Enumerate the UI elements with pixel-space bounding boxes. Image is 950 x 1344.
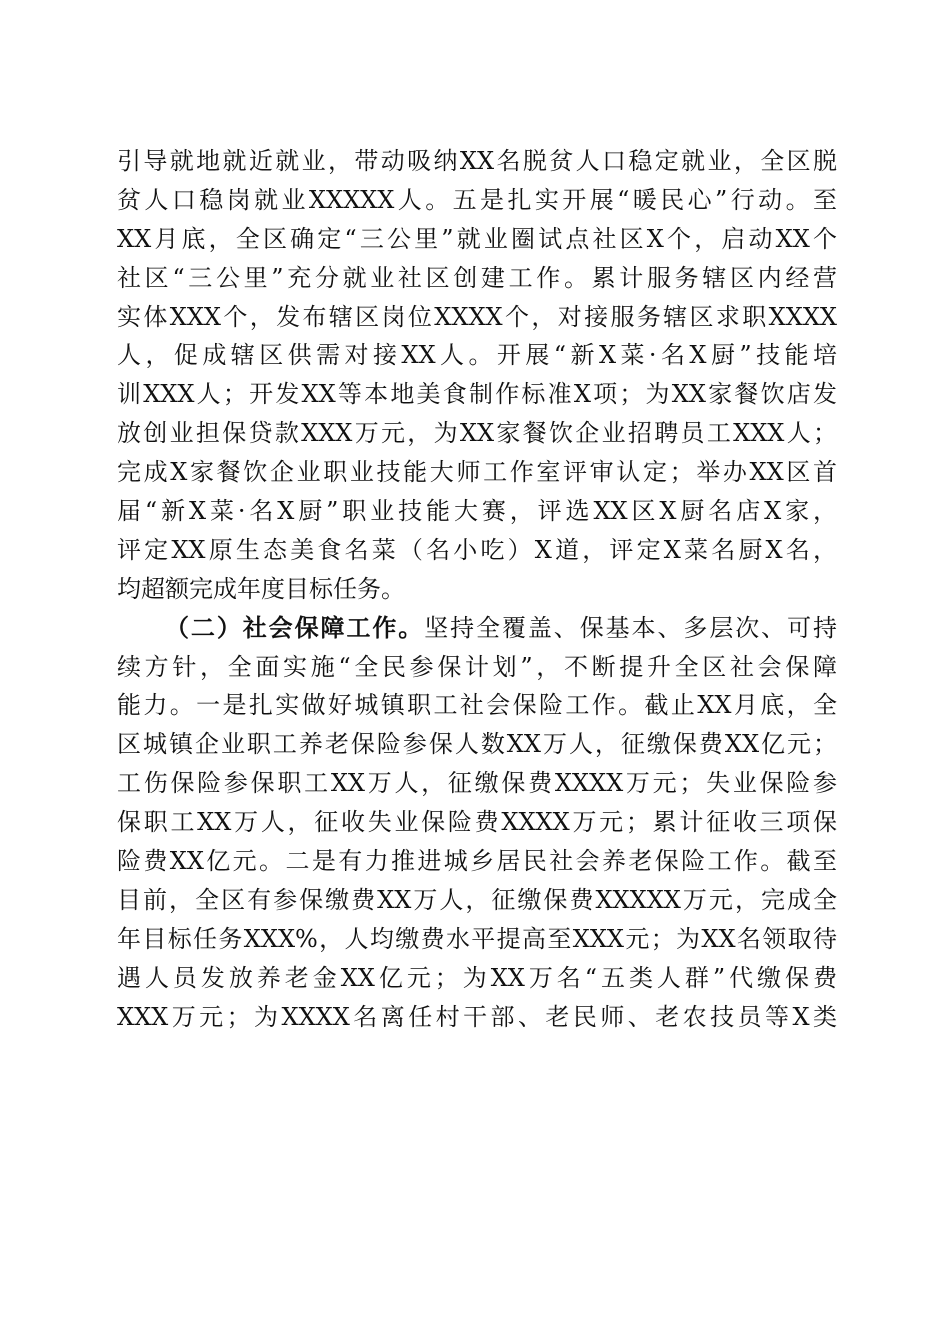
text-line: 目前，全区有参保缴费XX万人，征缴保费XXXXX万元，完成全 — [117, 885, 837, 914]
text-line: 工伤保险参保职工XX万人，征缴保费XXXX万元；失业保险参 — [117, 769, 837, 798]
section-heading-rest: 坚持全覆盖、保基本、多层次、可持 — [424, 613, 838, 642]
body-text — [117, 142, 837, 1036]
text-line: 引导就地就近就业，带动吸纳XX名脱贫人口稳定就业，全区脱 — [117, 147, 837, 175]
text-line: 续方针，全面实施“全民参保计划”，不断提升全区社会保障 — [117, 652, 837, 681]
text-line: 实体XXX个，发布辖区岗位XXXX个，对接服务辖区求职XXXX — [117, 302, 837, 331]
text-line: 遇人员发放养老金XX亿元；为XX万名“五类人群”代缴保费 — [117, 963, 837, 992]
text-line: 年目标任务XXX%，人均缴费水平提高至XXX元；为XX名领取待 — [117, 924, 837, 953]
text-line: 能力。一是扎实做好城镇职工社会保险工作。截止XX月底，全 — [117, 691, 837, 720]
text-line: 区城镇企业职工养老保险参保人数XX万人，征缴保费XX亿元； — [117, 730, 837, 759]
text-line: 均超额完成年度目标任务。 — [117, 574, 405, 603]
text-line: 贫人口稳岗就业XXXXX人。五是扎实开展“暖民心”行动。至 — [117, 185, 837, 214]
text-line: 完成X家餐饮企业职业技能大师工作室评审认定；举办XX区首 — [117, 458, 837, 487]
text-line: 社区“三公里”充分就业社区创建工作。累计服务辖区内经营 — [117, 263, 837, 292]
text-line: 险费XX亿元。二是有力推进城乡居民社会养老保险工作。截至 — [117, 847, 837, 876]
text-line: XX月底，全区确定“三公里”就业圈试点社区X个，启动XX个 — [117, 224, 837, 253]
text-line: 保职工XX万人，征收失业保险费XXXX万元；累计征收三项保 — [117, 808, 837, 837]
text-line: 届“新X菜·名X厨”职业技能大赛，评选XX区X厨名店X家， — [117, 497, 837, 526]
section-heading: （二）社会保障工作。 — [165, 613, 425, 642]
section-heading-line — [117, 609, 837, 648]
text-line: XXX万元；为XXXX名离任村干部、老民师、老农技员等X类 — [117, 1002, 837, 1031]
text-line: 人，促成辖区供需对接XX人。开展“新X菜·名X厨”技能培 — [117, 341, 837, 370]
text-line: 训XXX人；开发XX等本地美食制作标准X项；为XX家餐饮店发 — [117, 380, 837, 409]
text-line: 评定XX原生态美食名菜（名小吃）X道，评定X菜名厨X名， — [117, 535, 837, 564]
text-line: 放创业担保贷款XXX万元，为XX家餐饮企业招聘员工XXX人； — [117, 419, 837, 448]
